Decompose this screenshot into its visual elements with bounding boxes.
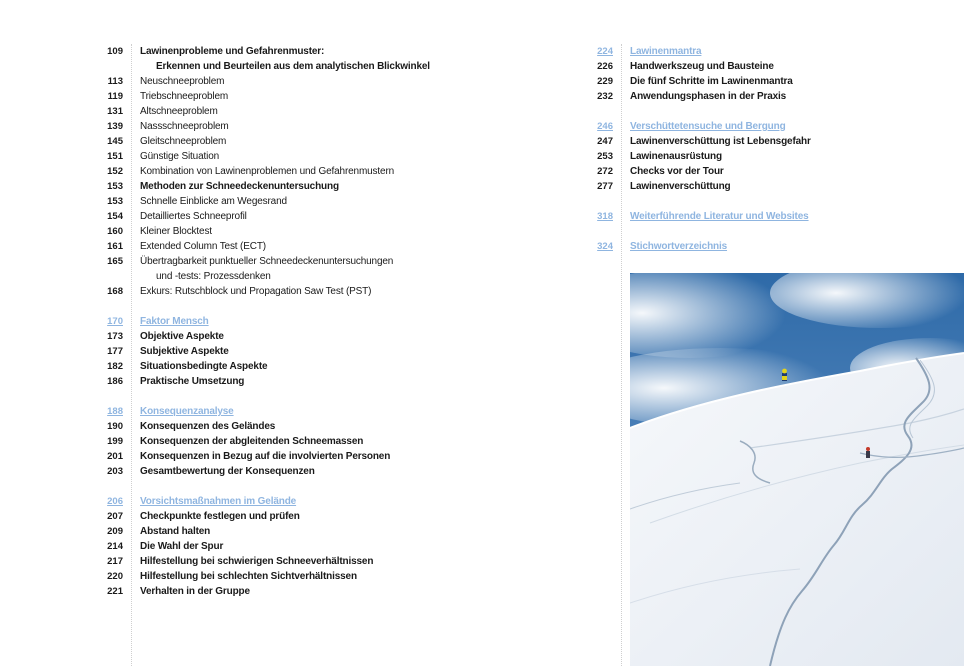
toc-page-number: 203: [107, 466, 123, 477]
toc-page-number: 168: [107, 286, 123, 297]
toc-entry-title: Konsequenzen in Bezug auf die involvierten Personen: [140, 451, 391, 462]
toc-page-number: 188: [107, 406, 123, 417]
toc-entry-title: Lawinenverschüttung: [630, 181, 731, 192]
toc-page-number: 206: [107, 496, 123, 507]
avalanche-slope-photo: [630, 273, 964, 666]
toc-section-title: Verschüttetensuche und Bergung: [630, 121, 786, 132]
toc-page-number: 161: [107, 241, 123, 252]
toc-entry-title: Übertragbarkeit punktueller Schneedeckenuntersuchungen: [140, 256, 394, 267]
toc-page-number: 232: [597, 91, 613, 102]
toc-entry-title: Extended Column Test (ECT): [140, 241, 266, 252]
toc-section-title: Faktor Mensch: [140, 316, 209, 327]
toc-page-number: 173: [107, 331, 123, 342]
toc-page-number: 277: [597, 181, 613, 192]
toc-page-number: 113: [107, 76, 123, 87]
column-divider-left: [131, 44, 132, 666]
toc-entry-title: Kombination von Lawinenproblemen und Gefahrenmustern: [140, 166, 395, 177]
toc-entry-title: Die Wahl der Spur: [140, 541, 224, 552]
toc-page-number: 253: [597, 151, 613, 162]
toc-page-number: 246: [597, 121, 613, 132]
toc-page-number: 177: [107, 346, 123, 357]
toc-page-number: 139: [107, 121, 123, 132]
toc-entry-title: Praktische Umsetzung: [140, 376, 245, 387]
toc-page-number: 247: [597, 136, 613, 147]
toc-entry-title: Erkennen und Beurteilen aus dem analytischen Blickwinkel: [156, 61, 430, 72]
toc-entry-title: Anwendungsphasen in der Praxis: [630, 91, 787, 102]
toc-entry-title: Konsequenzen des Geländes: [140, 421, 276, 432]
toc-page-number: 153: [107, 181, 123, 192]
toc-entry-title: Die fünf Schritte im Lawinenmantra: [630, 76, 793, 87]
toc-entry-title: Triebschneeproblem: [140, 91, 229, 102]
toc-page-number: 318: [597, 211, 613, 222]
toc-entry-title: Handwerkszeug und Bausteine: [630, 61, 774, 72]
toc-entry-title: Abstand halten: [140, 526, 211, 537]
toc-section-title: Weiterführende Literatur und Websites: [630, 211, 809, 222]
toc-entry-title: Neuschneeproblem: [140, 76, 225, 87]
toc-page-number: 324: [597, 241, 613, 252]
toc-section-title: Konsequenzanalyse: [140, 406, 234, 417]
toc-entry-title: Gesamtbewertung der Konsequenzen: [140, 466, 315, 477]
toc-page-number: 229: [597, 76, 613, 87]
toc-page-number: 186: [107, 376, 123, 387]
toc-entry-title: Hilfestellung bei schwierigen Schneeverhältnissen: [140, 556, 374, 567]
toc-entry-title: Methoden zur Schneedeckenuntersuchung: [140, 181, 339, 192]
toc-page-number: 152: [107, 166, 123, 177]
toc-page-number: 272: [597, 166, 613, 177]
toc-entry-title: Gleitschneeproblem: [140, 136, 227, 147]
column-divider-right: [621, 44, 622, 666]
toc-page-number: 190: [107, 421, 123, 432]
toc-section-title: Stichwortverzeichnis: [630, 241, 728, 252]
toc-entry-title: Hilfestellung bei schlechten Sichtverhältnissen: [140, 571, 357, 582]
toc-entry-title: und -tests: Prozessdenken: [156, 271, 271, 282]
toc-page-number: 199: [107, 436, 123, 447]
toc-entry-title: Exkurs: Rutschblock und Propagation Saw Test (PST): [140, 286, 372, 297]
toc-page-number: 160: [107, 226, 123, 237]
toc-page-number: 226: [597, 61, 613, 72]
toc-page-number: 170: [107, 316, 123, 327]
toc-page-number: 224: [597, 46, 613, 57]
skier-top: [782, 369, 787, 381]
toc-page-number: 217: [107, 556, 123, 567]
toc-page-number: 214: [107, 541, 123, 552]
toc-entry-title: Lawinenverschüttung ist Lebensgefahr: [630, 136, 811, 147]
toc-page-number: 153: [107, 196, 123, 207]
toc-section-title: Lawinenmantra: [630, 46, 702, 57]
toc-entry-title: Checks vor der Tour: [630, 166, 724, 177]
toc-entry-title: Kleiner Blocktest: [140, 226, 212, 237]
toc-page-number: 119: [107, 91, 123, 102]
toc-entry-title: Konsequenzen der abgleitenden Schneemassen: [140, 436, 364, 447]
toc-entry-title: Checkpunkte festlegen und prüfen: [140, 511, 300, 522]
toc-page-number: 151: [107, 151, 123, 162]
toc-page-number: 209: [107, 526, 123, 537]
toc-entry-title: Altschneeproblem: [140, 106, 218, 117]
toc-entry-title: Subjektive Aspekte: [140, 346, 229, 357]
toc-page-number: 207: [107, 511, 123, 522]
toc-entry-title: Günstige Situation: [140, 151, 220, 162]
toc-page-number: 201: [107, 451, 123, 462]
toc-entry-title: Schnelle Einblicke am Wegesrand: [140, 196, 287, 207]
toc-page-number: 145: [107, 136, 123, 147]
skier-bottom: [866, 447, 870, 458]
toc-entry-title: Detailliertes Schneeprofil: [140, 211, 247, 222]
toc-entry-title: Objektive Aspekte: [140, 331, 224, 342]
toc-page-number: 182: [107, 361, 123, 372]
toc-entry-title: Lawinenprobleme und Gefahrenmuster:: [140, 46, 325, 57]
toc-entry-title: Verhalten in der Gruppe: [140, 586, 250, 597]
toc-page-number: 109: [107, 46, 123, 57]
toc-page-number: 131: [107, 106, 123, 117]
toc-page-number: 154: [107, 211, 123, 222]
toc-page-number: 165: [107, 256, 123, 267]
toc-entry-title: Lawinenausrüstung: [630, 151, 722, 162]
toc-entry-title: Nassschneeproblem: [140, 121, 229, 132]
toc-section-title: Vorsichtsmaßnahmen im Gelände: [140, 496, 297, 507]
toc-entry-title: Situationsbedingte Aspekte: [140, 361, 268, 372]
toc-page-number: 220: [107, 571, 123, 582]
toc-page-number: 221: [107, 586, 123, 597]
